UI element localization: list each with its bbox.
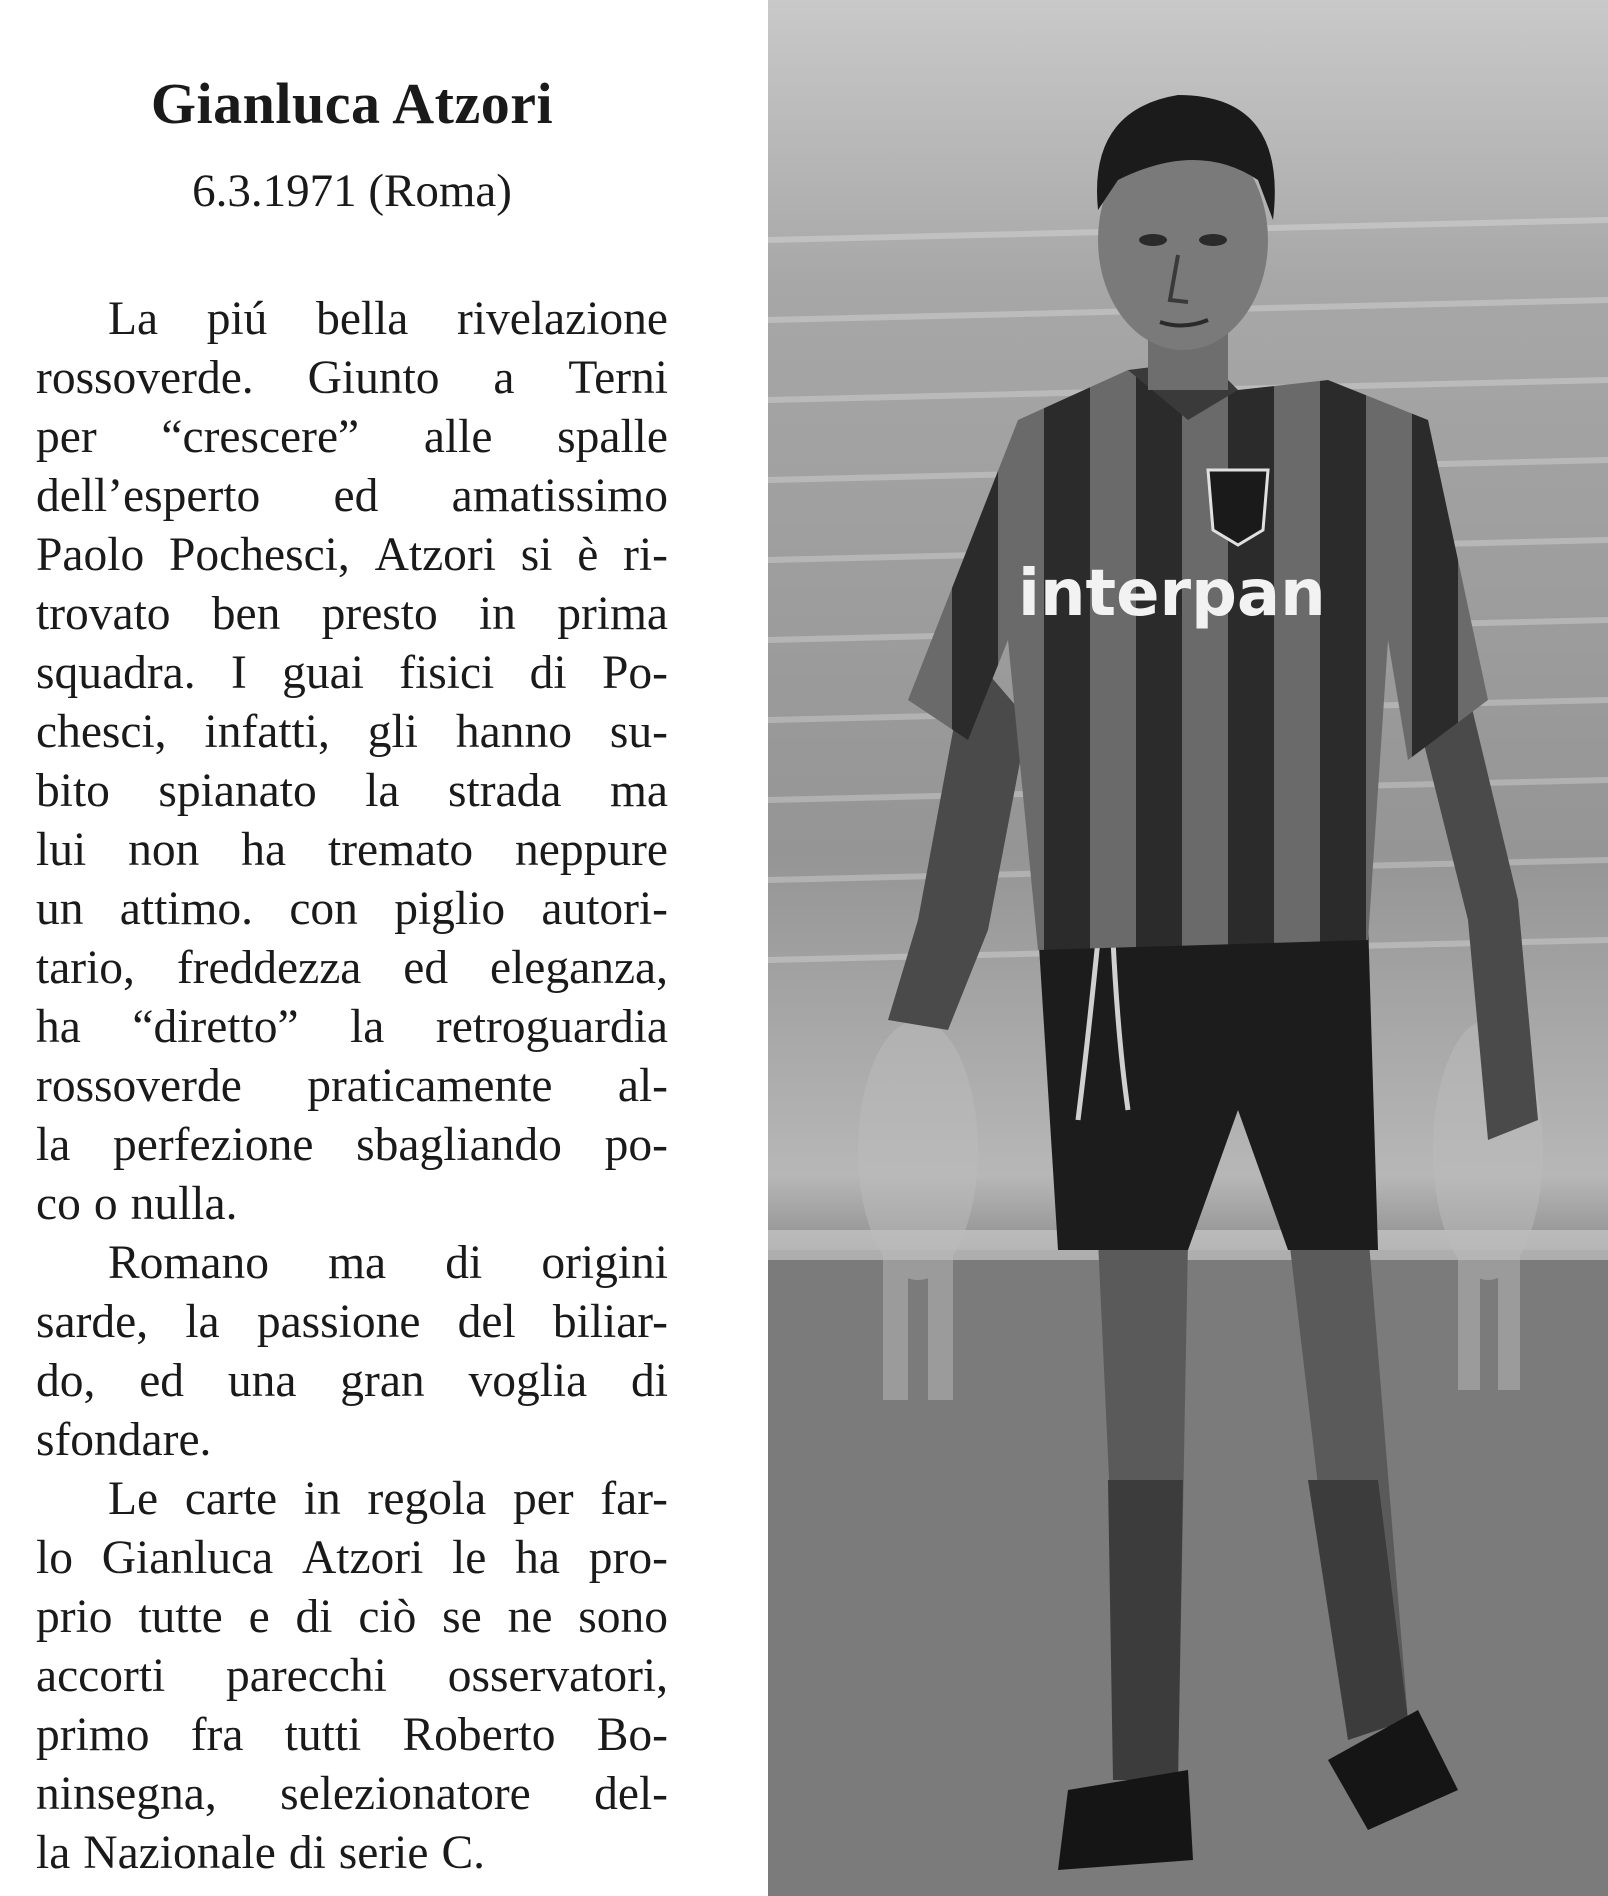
word: piú: [206, 293, 268, 345]
word: ben: [211, 588, 281, 640]
word: in: [303, 1473, 341, 1525]
word: Terni: [568, 352, 668, 404]
text-line: [36, 290, 668, 349]
word: selezionatore: [280, 1768, 531, 1820]
birth-info: 6.3.1971 (Roma): [192, 165, 512, 217]
word: Giunto: [307, 352, 440, 404]
word: ma: [328, 1237, 387, 1289]
word: strada: [448, 765, 562, 817]
word: la: [350, 1001, 385, 1053]
text-line: [36, 1116, 668, 1175]
player-photo: [768, 0, 1608, 1896]
word: bella: [316, 293, 409, 345]
word: osservatori,: [447, 1650, 668, 1702]
word: ed: [333, 470, 379, 522]
word: perfezione: [113, 1119, 314, 1171]
word: di: [529, 647, 567, 699]
word: Po-: [601, 647, 668, 699]
word: serie: [338, 1827, 429, 1879]
word: è: [577, 529, 599, 581]
word: dell’esperto: [36, 470, 261, 522]
word: carte: [184, 1473, 278, 1525]
text-line: [36, 585, 668, 644]
word: neppure: [515, 824, 668, 876]
word: nulla.: [130, 1178, 238, 1230]
word: “diretto”: [132, 1001, 299, 1053]
text-line: [36, 880, 668, 939]
word: tremato: [328, 824, 474, 876]
word: presto: [321, 588, 438, 640]
word: retroguardia: [435, 1001, 668, 1053]
word: di: [288, 1827, 326, 1879]
word: rivelazione: [457, 293, 668, 345]
word: prima: [557, 588, 668, 640]
text-line: [36, 1529, 668, 1588]
word: autori-: [541, 883, 668, 935]
word: a: [493, 352, 515, 404]
word: tutte: [138, 1591, 223, 1643]
word: infatti,: [204, 706, 330, 758]
text-line: [36, 1411, 668, 1470]
word: ma: [609, 765, 668, 817]
text-line: [36, 1293, 668, 1352]
text-line: [36, 1057, 668, 1116]
word: se: [442, 1591, 482, 1643]
word: non: [128, 824, 200, 876]
word: spalle: [557, 411, 668, 463]
word: gran: [340, 1355, 425, 1407]
word: trovato: [36, 588, 171, 640]
word: Gianluca: [101, 1532, 274, 1584]
word: parecchi: [226, 1650, 387, 1702]
word: sarde,: [36, 1296, 149, 1348]
word: sono: [578, 1591, 668, 1643]
text-line: [36, 703, 668, 762]
player-name-heading: Gianluca Atzori: [150, 71, 554, 136]
word: ha: [36, 1001, 81, 1053]
word: le: [452, 1532, 487, 1584]
word: fisici: [399, 647, 495, 699]
word: ri-: [623, 529, 668, 581]
word: ninsegna,: [36, 1768, 217, 1820]
word: regola: [367, 1473, 487, 1525]
word: al-: [617, 1060, 668, 1112]
text-line: [36, 467, 668, 526]
word: voglia: [468, 1355, 588, 1407]
word: pro-: [588, 1532, 668, 1584]
word: bito: [36, 765, 110, 817]
word: ed: [403, 942, 449, 994]
text-line: [36, 1588, 668, 1647]
word: far-: [600, 1473, 668, 1525]
word: chesci,: [36, 706, 167, 758]
text-line: [36, 762, 668, 821]
word: Romano: [108, 1237, 269, 1289]
word: Paolo: [36, 529, 145, 581]
word: alle: [423, 411, 493, 463]
word: la: [185, 1296, 220, 1348]
text-line: [36, 349, 668, 408]
player-photo-illustration: [768, 0, 1608, 1896]
text-line: [36, 1175, 668, 1234]
text-line: [36, 526, 668, 585]
word: per: [512, 1473, 574, 1525]
word: accorti: [36, 1650, 166, 1702]
word: un: [36, 883, 84, 935]
word: o: [93, 1178, 118, 1230]
word: sfondare.: [36, 1414, 212, 1466]
word: origini: [541, 1237, 668, 1289]
word: co: [36, 1178, 81, 1230]
text-line: [36, 1352, 668, 1411]
word: praticamente: [307, 1060, 553, 1112]
text-line: [36, 644, 668, 703]
biography-body: [36, 290, 668, 1883]
text-line: [36, 1647, 668, 1706]
word: lo: [36, 1532, 73, 1584]
text-line: [36, 1765, 668, 1824]
text-line: [36, 998, 668, 1057]
word: biliar-: [552, 1296, 668, 1348]
word: Le: [108, 1473, 159, 1525]
word: hanno: [455, 706, 572, 758]
word: Atzori: [301, 1532, 424, 1584]
text-line: [36, 1234, 668, 1293]
word: di: [295, 1591, 333, 1643]
word: la: [36, 1827, 71, 1879]
word: del-: [594, 1768, 668, 1820]
word: si: [520, 529, 553, 581]
word: la: [36, 1119, 71, 1171]
word: “crescere”: [161, 411, 360, 463]
word: rossoverde.: [36, 352, 254, 404]
word: attimo.: [119, 883, 254, 935]
word: Roberto: [402, 1709, 556, 1761]
word: amatissimo: [451, 470, 668, 522]
word: Pochesci,: [169, 529, 350, 581]
word: su-: [609, 706, 668, 758]
word: fra: [190, 1709, 244, 1761]
shirt-sponsor: interpan: [1018, 557, 1326, 631]
word: tario,: [36, 942, 135, 994]
text-line: [36, 1470, 668, 1529]
word: primo: [36, 1709, 150, 1761]
word: squadra.: [36, 647, 196, 699]
word: spianato: [158, 765, 317, 817]
word: ha: [241, 824, 287, 876]
word: rossoverde: [36, 1060, 242, 1112]
word: prio: [36, 1591, 113, 1643]
word: ciò: [358, 1591, 417, 1643]
word: passione: [256, 1296, 421, 1348]
word: una: [227, 1355, 297, 1407]
word: del: [457, 1296, 516, 1348]
text-line: [36, 939, 668, 998]
word: freddezza: [176, 942, 362, 994]
word: eleganza,: [490, 942, 668, 994]
word: in: [478, 588, 516, 640]
word: gli: [367, 706, 418, 758]
word: e: [248, 1591, 270, 1643]
word: C.: [441, 1827, 485, 1879]
word: di: [445, 1237, 483, 1289]
word: La: [108, 293, 159, 345]
word: po-: [604, 1119, 668, 1171]
word: ne: [507, 1591, 553, 1643]
word: lui: [36, 824, 87, 876]
word: con: [289, 883, 358, 935]
text-line: [36, 821, 668, 880]
word: ed: [139, 1355, 185, 1407]
word: per: [36, 411, 97, 463]
word: do,: [36, 1355, 96, 1407]
text-line: [36, 408, 668, 467]
word: la: [365, 765, 400, 817]
text-line: [36, 1706, 668, 1765]
word: Nazionale: [83, 1827, 276, 1879]
word: Bo-: [596, 1709, 668, 1761]
word: Atzori: [374, 529, 496, 581]
word: sbagliando: [356, 1119, 562, 1171]
text-line: [36, 1824, 668, 1883]
word: di: [631, 1355, 668, 1407]
word: ha: [515, 1532, 561, 1584]
word: piglio: [394, 883, 506, 935]
word: I: [230, 647, 247, 699]
word: guai: [282, 647, 364, 699]
word: tutti: [284, 1709, 362, 1761]
